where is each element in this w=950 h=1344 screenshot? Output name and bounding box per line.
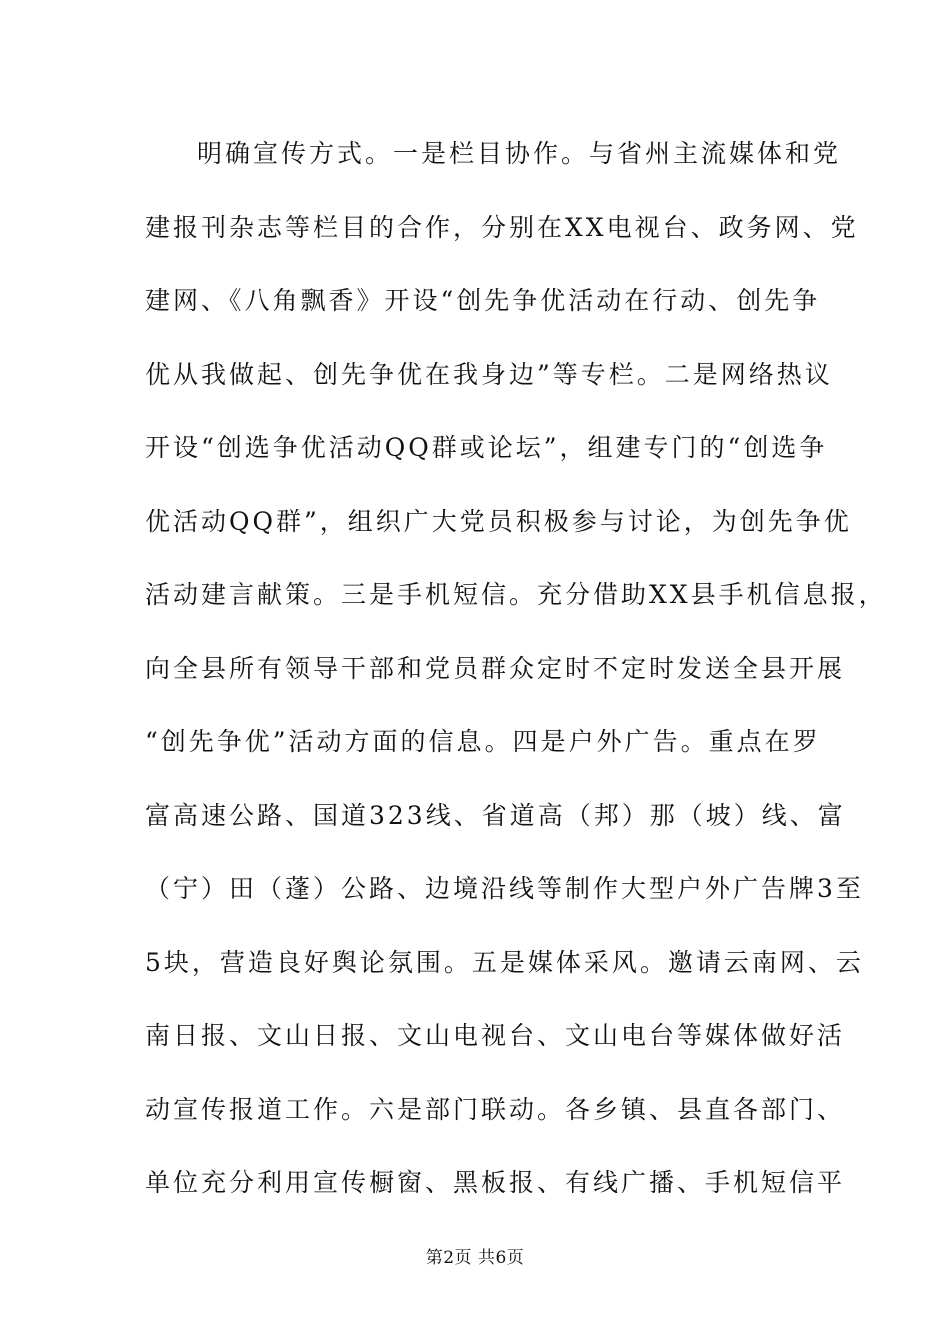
text-line: “创先争优”活动方面的信息。四是户外广告。重点在罗: [145, 727, 821, 756]
text-line: （宁）田（蓬）公路、边境沿线等制作大型户外广告牌3至: [145, 874, 864, 903]
text-line: 优从我做起、创先争优在我身边”等专栏。二是网络热议: [145, 359, 833, 389]
text-line: 向全县所有领导干部和党员群众定时不定时发送全县开展: [145, 653, 846, 683]
text-line: 建报刊杂志等栏目的合作，分别在XX电视台、政务网、党: [145, 212, 859, 242]
text-line: 南日报、文山日报、文山电视台、文山电台等媒体做好活: [145, 1021, 846, 1050]
text-line: 富高速公路、国道323线、省道高（邦）那（坡）线、富: [145, 800, 846, 830]
page-number-footer: 第2页 共6页: [425, 1248, 525, 1268]
text-line: 活动建言献策。三是手机短信。充分借助XX县手机信息报，: [145, 580, 887, 609]
text-line: 明确宣传方式。一是栏目协作。与省州主流媒体和党: [197, 139, 842, 168]
text-line: 动宣传报道工作。六是部门联动。各乡镇、县直各部门、: [145, 1094, 846, 1124]
text-line: 单位充分利用宣传橱窗、黑板报、有线广播、手机短信平: [145, 1168, 846, 1197]
text-line: 开设“创选争优活动QQ群或论坛”，组建专门的“创选争: [145, 433, 828, 462]
body-text: [145, 131, 887, 1234]
text-line: 建网、《八角飘香》开设“创先争优活动在行动、创先争: [145, 286, 821, 315]
text-line: 5块，营造良好舆论氛围。五是媒体采风。邀请云南网、云: [145, 947, 864, 977]
text-line: 优活动QQ群”，组织广大党员积极参与讨论，为创先争优: [145, 506, 852, 536]
